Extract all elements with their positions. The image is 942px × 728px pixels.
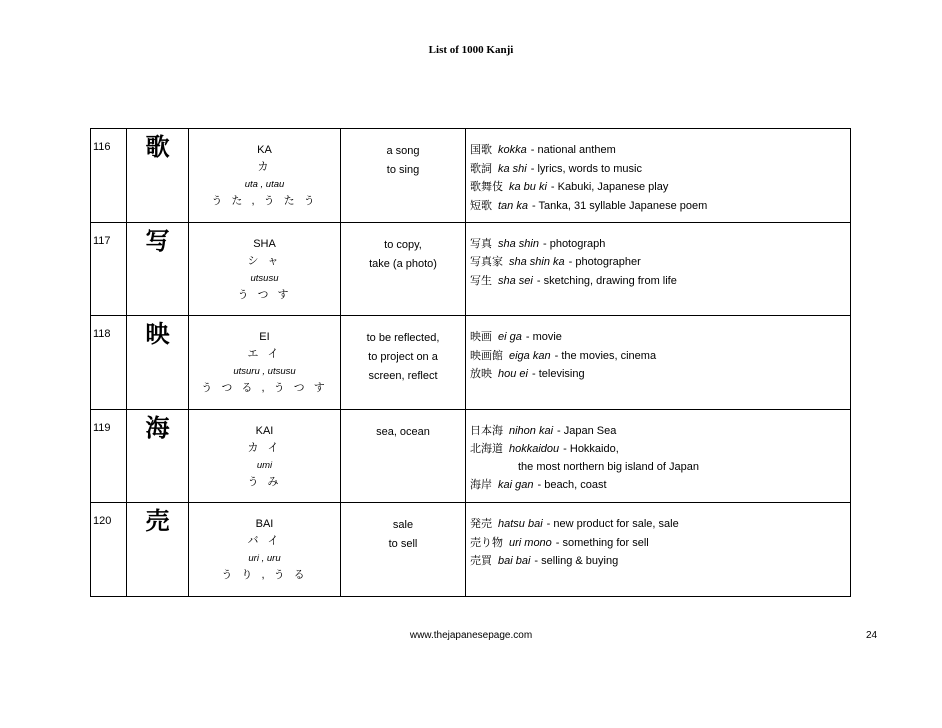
example-line [470, 141, 850, 160]
hiragana-reading: う つ す [237, 288, 292, 301]
meaning-line: to be reflected, [366, 332, 440, 345]
example-definition: - selling & buying [534, 555, 619, 568]
example-line [470, 347, 850, 366]
readings-cell [189, 222, 341, 316]
example-romaji: hou ei [498, 368, 528, 381]
example-romaji: hatsu bai [498, 518, 543, 531]
katakana-reading: シ ャ [247, 254, 282, 267]
example-romaji: uri mono [509, 536, 552, 549]
example-definition: - photographer [568, 256, 641, 269]
example-line [470, 178, 850, 197]
example-line [470, 272, 850, 291]
example-line [470, 476, 850, 495]
example-line [470, 197, 850, 216]
example-line [470, 328, 850, 347]
example-definition: - Tanka, 31 syllable Japanese poem [531, 199, 708, 212]
examples-cell [466, 316, 851, 410]
example-japanese: 短歌 [470, 198, 492, 212]
example-japanese: 発売 [470, 517, 492, 531]
example-japanese: 国歌 [470, 143, 492, 156]
example-definition: - movie [525, 331, 562, 344]
hiragana-reading: う つ る , う つ す [201, 382, 328, 395]
katakana-reading: カ イ [247, 441, 282, 454]
kanji-cell [127, 503, 189, 597]
meaning-line: sea, ocean [376, 425, 430, 438]
example-definition: - sketching, drawing from life [536, 274, 677, 287]
on-reading: EI [259, 331, 270, 344]
example-definition: - national anthem [530, 144, 616, 156]
example-line [470, 365, 850, 384]
example-definition: - photograph [542, 237, 606, 250]
example-japanese: 写真 [470, 236, 492, 250]
page-title: List of 1000 Kanji [428, 44, 514, 56]
example-definition: - beach, coast [537, 479, 607, 492]
example-japanese: 歌詞 [470, 161, 492, 175]
example-romaji: bai bai [498, 555, 531, 568]
kanji-table [90, 128, 851, 597]
example-japanese: 写真家 [470, 255, 503, 269]
example-line [470, 552, 850, 571]
meaning-line: a song [386, 145, 420, 157]
kun-reading: uta , utau [244, 179, 285, 190]
example-japanese: 売買 [470, 554, 492, 568]
katakana-reading: バ イ [247, 535, 282, 548]
kanji-character: 売 [145, 506, 170, 536]
example-line [470, 235, 850, 254]
examples-cell [466, 129, 851, 223]
meaning-cell [341, 409, 466, 503]
kanji-character: 写 [145, 225, 170, 255]
example-definition: - the movies, cinema [554, 349, 657, 362]
example-japanese: 放映 [470, 367, 492, 381]
kanji-cell [127, 129, 189, 223]
example-japanese: 映画 [470, 330, 492, 344]
example-romaji: ka bu ki [509, 181, 547, 193]
example-definition: - new product for sale, sale [546, 518, 679, 531]
on-reading: SHA [253, 237, 276, 250]
meaning-line: to sing [386, 164, 420, 176]
example-japanese: 歌舞伎 [470, 180, 503, 193]
meaning-cell [341, 316, 466, 410]
meaning-line: to project on a [368, 351, 438, 364]
kanji-row [91, 316, 851, 410]
entry-number: 117 [91, 222, 127, 316]
example-continuation: the most northern big island of Japan [518, 460, 700, 473]
kanji-row [91, 222, 851, 316]
kun-reading: utsuru , utsusu [233, 366, 296, 378]
meaning-line: take (a photo) [369, 257, 437, 270]
example-japanese: 海岸 [470, 478, 492, 492]
example-japanese: 日本海 [470, 423, 503, 437]
example-definition: - Japan Sea [557, 424, 617, 437]
example-japanese: 映画館 [470, 348, 503, 362]
example-romaji: hokkaidou [509, 443, 560, 456]
meaning-line: sale [392, 519, 414, 532]
kanji-cell [127, 316, 189, 410]
meaning-line: to sell [388, 538, 418, 551]
entry-number: 118 [91, 316, 127, 410]
example-line [470, 160, 850, 179]
example-line [470, 253, 850, 272]
example-japanese: 写生 [470, 273, 492, 287]
meaning-cell [341, 129, 466, 223]
page-number: 24 [866, 630, 878, 641]
kun-reading: uri , uru [248, 553, 281, 565]
example-romaji: sha shin ka [509, 256, 565, 269]
example-line [470, 422, 850, 441]
kanji-row [91, 409, 851, 503]
example-romaji: kai gan [498, 479, 534, 492]
meaning-line: screen, reflect [368, 370, 438, 383]
example-romaji: ei ga [498, 331, 522, 344]
katakana-reading: エ イ [247, 348, 282, 361]
hiragana-reading: う た , う た う [211, 195, 318, 207]
example-line [470, 534, 850, 553]
on-reading: KAI [255, 424, 274, 437]
example-romaji: sha sei [498, 274, 533, 287]
hiragana-reading: う み [247, 475, 282, 488]
kanji-row [91, 129, 851, 223]
example-romaji: sha shin [498, 237, 539, 250]
kanji-character: 歌 [145, 132, 170, 161]
example-line [470, 515, 850, 534]
kanji-row [91, 503, 851, 597]
footer-url: www.thejapanesepage.com [409, 630, 533, 641]
meaning-cell [341, 222, 466, 316]
meaning-cell [341, 503, 466, 597]
entry-number: 120 [91, 503, 127, 597]
readings-cell [189, 409, 341, 503]
kanji-cell [127, 409, 189, 503]
example-definition: - televising [531, 368, 585, 381]
on-reading: BAI [255, 518, 274, 531]
entry-number: 119 [91, 409, 127, 503]
example-definition: - Hokkaido, [563, 443, 619, 456]
meaning-line: to copy, [384, 238, 422, 251]
examples-cell [466, 222, 851, 316]
example-romaji: tan ka [498, 199, 528, 212]
example-definition: - something for sell [555, 536, 649, 549]
readings-cell [189, 129, 341, 223]
example-romaji: kokka [498, 144, 527, 156]
example-line [470, 440, 850, 459]
example-japanese: 北海道 [470, 442, 503, 456]
kanji-character: 映 [145, 319, 170, 349]
kanji-character: 海 [145, 412, 170, 442]
example-japanese: 売り物 [470, 535, 503, 549]
entry-number: 116 [91, 129, 127, 223]
kun-reading: umi [256, 459, 273, 471]
on-reading: KA [257, 144, 272, 156]
kanji-table-body [91, 129, 851, 597]
example-romaji: nihon kai [509, 424, 554, 437]
examples-cell [466, 503, 851, 597]
readings-cell [189, 503, 341, 597]
example-romaji: eiga kan [509, 349, 551, 362]
hiragana-reading: う り , う る [221, 569, 308, 582]
example-definition: - lyrics, words to music [530, 162, 642, 175]
katakana-reading: カ [257, 161, 272, 173]
example-romaji: ka shi [498, 162, 527, 175]
readings-cell [189, 316, 341, 410]
examples-cell [466, 409, 851, 503]
kun-reading: utsusu [250, 272, 279, 284]
example-definition: - Kabuki, Japanese play [550, 181, 669, 193]
kanji-cell [127, 222, 189, 316]
